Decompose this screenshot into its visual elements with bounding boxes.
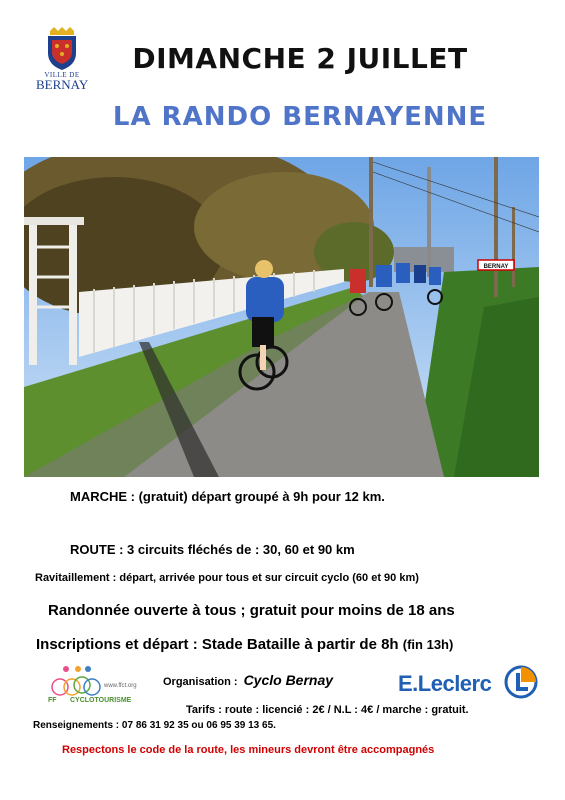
inscriptions-end-time: (fin 13h) xyxy=(402,637,454,652)
leclerc-logo xyxy=(398,665,538,701)
ravitaillement-info: Ravitaillement : départ, arrivée pour tous et sur circuit cyclo (60 et 90 km) xyxy=(35,572,419,584)
crest-shield-icon xyxy=(36,27,88,71)
organisation-label: Organisation : xyxy=(163,676,238,688)
ffct-ff-text: FF xyxy=(48,697,57,704)
route-info: ROUTE : 3 circuits fléchés de : 30, 60 et 90 km xyxy=(70,542,355,557)
bernay-crest-logo xyxy=(36,27,88,93)
event-date-title: DIMANCHE 2 JUILLET xyxy=(132,42,468,75)
inscriptions-info xyxy=(36,636,453,653)
ffct-website: www.ffct.org xyxy=(104,683,137,689)
logo-bernay-text: BERNAY xyxy=(36,77,89,92)
leclerc-text: E.Leclerc xyxy=(398,671,492,696)
renseignements-info: Renseignements : 07 86 31 92 35 ou 06 95 39 13 65. xyxy=(33,720,276,731)
marche-info: MARCHE : (gratuit) départ groupé à 9h pour 12 km. xyxy=(70,489,385,504)
leclerc-l-icon xyxy=(504,665,538,699)
ffct-cyclists-icon xyxy=(48,663,104,697)
bernay-road-sign-text: BERNAY xyxy=(483,264,509,270)
open-to-all-info: Randonnée ouverte à tous ; gratuit pour moins de 18 ans xyxy=(48,602,455,619)
inscriptions-text: Inscriptions et départ : Stade Bataille à partir de 8h xyxy=(36,636,399,653)
organisation-line xyxy=(163,672,333,688)
event-name-title: LA RANDO BERNAYENNE xyxy=(112,102,488,132)
safety-warning: Respectons le code de la route, les mineurs devront être accompagnés xyxy=(62,744,435,756)
ffct-logo xyxy=(48,663,138,711)
cyclists-photo xyxy=(24,157,539,477)
organisation-name: Cyclo Bernay xyxy=(243,672,334,688)
ffct-cyclotourisme-text: CYCLOTOURISME xyxy=(70,697,132,704)
tarifs-info: Tarifs : route : licencié : 2€ / N.L : 4€ / marche : gratuit. xyxy=(186,704,469,716)
logo-ville-text: VILLE DE xyxy=(44,71,80,79)
road-scene-illustration xyxy=(24,157,539,477)
